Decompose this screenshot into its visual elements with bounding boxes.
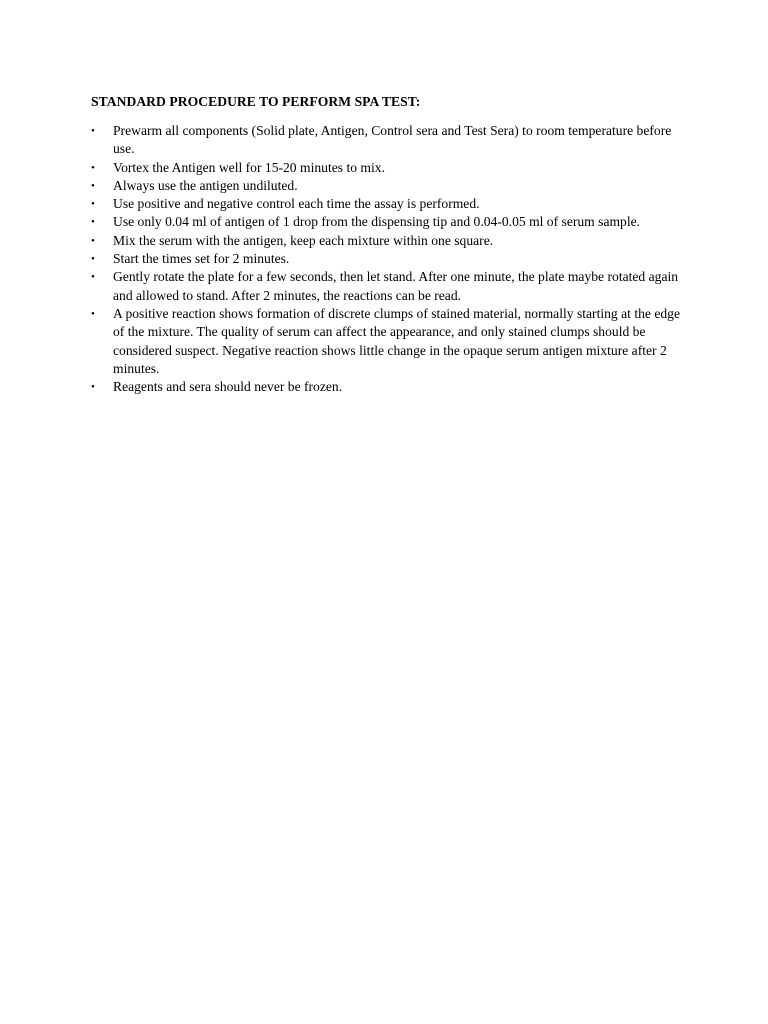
bullet-icon: • bbox=[91, 161, 95, 174]
list-item-text: Use only 0.04 ml of antigen of 1 drop from the dispensing tip and 0.04-0.05 ml of serum sample. bbox=[113, 214, 641, 230]
list-item-text: Prewarm all components (Solid plate, Antigen, Control sera and Test Sera) to room temperature before use. bbox=[113, 123, 672, 157]
list-item-text: Vortex the Antigen well for 15-20 minutes to mix. bbox=[113, 159, 385, 175]
list-item-text: Gently rotate the plate for a few seconds, then let stand. After one minute, the plate maybe rotated again and allowed to stand. After 2 minutes, the reactions can be read. bbox=[113, 269, 679, 303]
list-item-text: Mix the serum with the antigen, keep each mixture within one square. bbox=[113, 232, 494, 248]
list-item bbox=[91, 213, 681, 231]
list-item bbox=[91, 177, 681, 195]
list-item bbox=[91, 305, 681, 378]
bullet-icon: • bbox=[91, 307, 95, 320]
list-item-text: Start the times set for 2 minutes. bbox=[113, 251, 290, 267]
list-item-text: Always use the antigen undiluted. bbox=[113, 177, 298, 193]
procedure-list bbox=[91, 122, 681, 396]
list-item bbox=[91, 378, 681, 396]
list-item bbox=[91, 122, 681, 159]
bullet-icon: • bbox=[91, 234, 95, 247]
bullet-icon: • bbox=[91, 381, 95, 394]
list-item bbox=[91, 268, 681, 305]
list-item bbox=[91, 250, 681, 268]
bullet-icon: • bbox=[91, 216, 95, 229]
list-item-text: A positive reaction shows formation of discrete clumps of stained material, normally starting at the edge of the mixture. The quality of serum can affect the appearance, and only stained clumps should be considered suspect. Negative reaction shows little change in the opaque serum antigen mixture after 2 minutes. bbox=[113, 305, 681, 376]
list-item-text: Use positive and negative control each time the assay is performed. bbox=[113, 196, 480, 212]
list-item bbox=[91, 232, 681, 250]
bullet-icon: • bbox=[91, 198, 95, 211]
list-item-text: Reagents and sera should never be frozen. bbox=[113, 379, 343, 395]
procedure-heading: STANDARD PROCEDURE TO PERFORM SPA TEST: bbox=[91, 94, 421, 109]
bullet-icon: • bbox=[91, 271, 95, 284]
bullet-icon: • bbox=[91, 179, 95, 192]
list-item bbox=[91, 159, 681, 177]
list-item bbox=[91, 195, 681, 213]
bullet-icon: • bbox=[91, 125, 95, 137]
bullet-icon: • bbox=[91, 253, 95, 266]
